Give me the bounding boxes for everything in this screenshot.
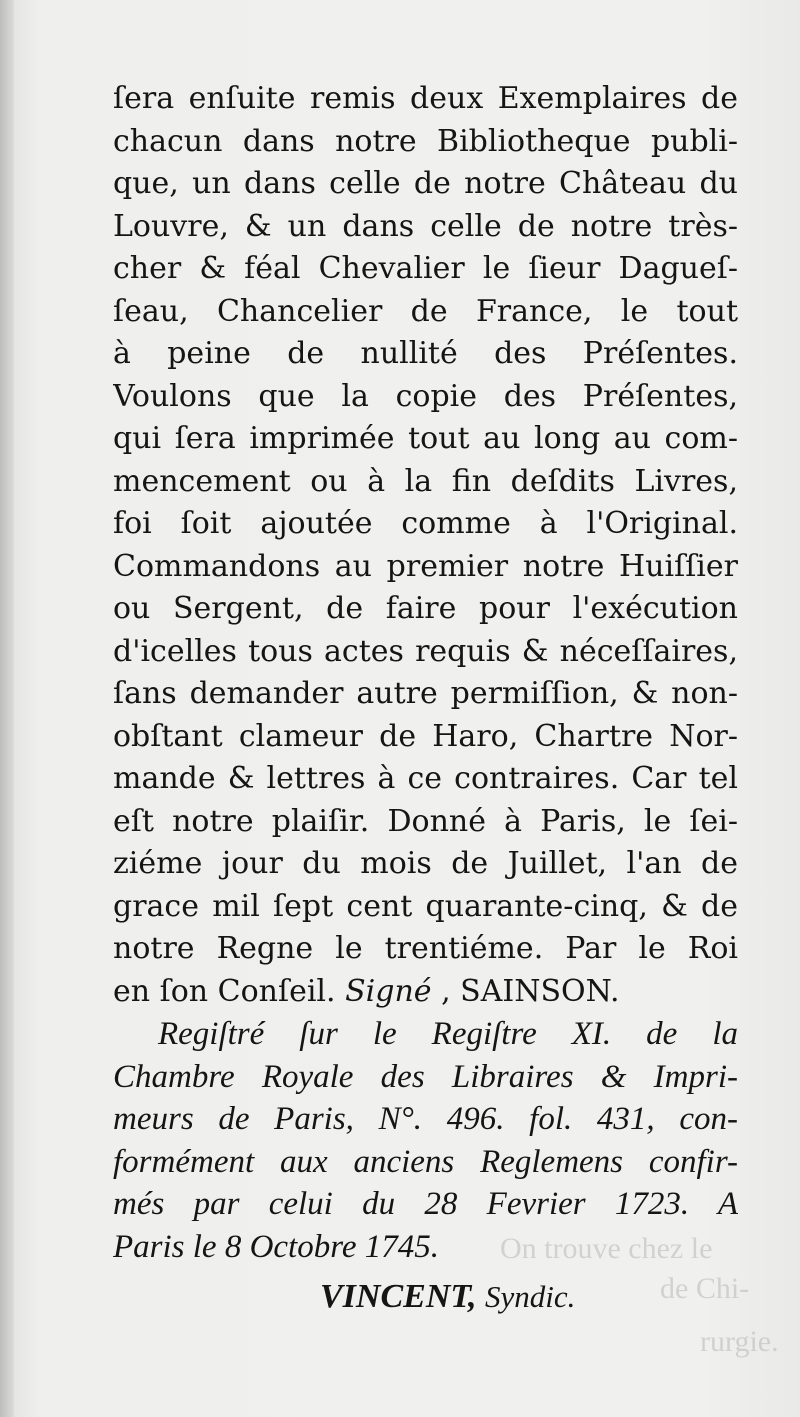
text-line: chacun dans notre Bibliotheque publi- <box>113 123 738 159</box>
registration-line: meurs de Paris, N°. 496. fol. 431, con- <box>113 1101 738 1137</box>
syndic-signature <box>320 1278 575 1316</box>
text-line: grace mil ſept cent quarante-cinq, & de <box>113 888 738 924</box>
text-line: qui ſera imprimée tout au long au com- <box>113 421 738 456</box>
registration-line: formément aux anciens Reglemens confir- <box>113 1143 738 1180</box>
registration-line: Regiſtré ſur le Regiſtre XI. de la <box>158 1016 738 1052</box>
text-line: obſtant clameur de Haro, Chartre Nor- <box>113 718 738 754</box>
text-line: mande & lettres à ce contraires. Car tel <box>113 761 738 796</box>
text-line: notre Regne le trentiéme. Par le Roi <box>113 931 738 966</box>
text-line: eſt notre plaiſir. Donné à Paris, le ſei- <box>113 803 738 839</box>
text-line: mencement ou à la fin deſdits Livres, <box>113 463 738 499</box>
registration-line: Paris le 8 Octobre 1745. <box>113 1228 439 1265</box>
signed-line-prefix: en ſon Conſeil. <box>113 973 336 1009</box>
privilege-text-block <box>113 78 738 1268</box>
text-line: à peine de nullité des Préſentes. <box>113 336 738 371</box>
syndic-title: Syndic. <box>485 1279 576 1314</box>
registration-line: Chambre Royale des Libraires & Impri- <box>113 1058 738 1095</box>
text-line: Louvre, & un dans celle de notre très- <box>113 208 738 244</box>
text-line: ſans demander autre permiſſion, & non- <box>113 676 738 711</box>
bleed-through-text: rurgie. <box>700 1325 779 1358</box>
text-line: cher & féal Chevalier le ſieur Dagueſ- <box>113 251 738 286</box>
text-line: ſeau, Chancelier de France, le tout <box>113 293 738 329</box>
text-line: que, un dans celle de notre Château du <box>113 166 738 201</box>
signed-line <box>113 971 738 1014</box>
text-line: ſera enſuite remis deux Exemplaires de <box>113 81 738 116</box>
text-line: d'icelles tous actes requis & néceſſaires, <box>113 633 738 669</box>
bleed-through-text: On trouve chez le <box>500 1232 713 1265</box>
signer-name: , SAINSON. <box>441 973 620 1009</box>
binding-edge <box>0 0 14 1417</box>
text-line: Commandons au premier notre Huiſſier <box>113 548 738 584</box>
text-line: foi ſoit ajoutée comme à l'Original. <box>113 506 738 541</box>
registration-line: més par celui du 28 Fevrier 1723. A <box>113 1186 738 1222</box>
text-line: ziéme jour du mois de Juillet, l'an de <box>113 846 738 881</box>
signed-label: Signé <box>345 973 432 1009</box>
text-line: ou Sergent, de faire pour l'exécution <box>113 591 738 626</box>
text-line: Voulons que la copie des Préſentes, <box>113 378 738 414</box>
bleed-through-text: de Chi- <box>660 1272 750 1305</box>
syndic-name: VINCENT, <box>320 1278 477 1315</box>
